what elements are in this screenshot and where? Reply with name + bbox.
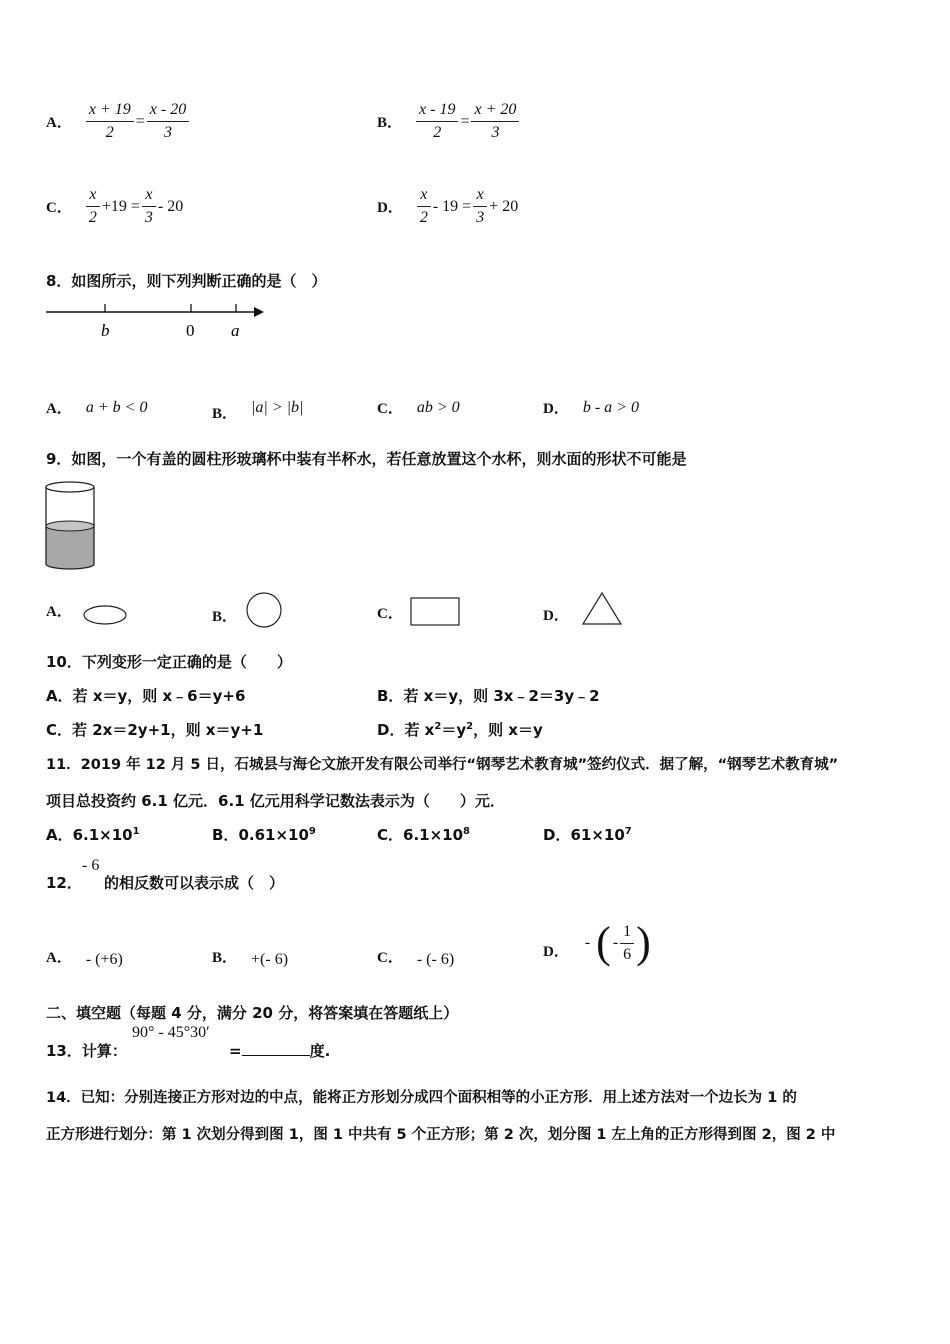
q7-option-d[interactable] — [377, 185, 518, 228]
option-label: D． — [543, 826, 571, 844]
arrow-icon — [254, 307, 264, 317]
option-label: D． — [543, 401, 569, 417]
option-label: D． — [543, 607, 569, 624]
equals: = — [135, 112, 145, 130]
q7-option-c[interactable] — [46, 185, 183, 228]
cylinder-cup-figure — [42, 478, 100, 574]
fraction — [147, 100, 189, 143]
option-text: 若 x＝y，则 3x﹣2＝3y﹣2 — [403, 687, 600, 705]
exponent: 9 — [308, 826, 316, 837]
fraction — [86, 185, 100, 228]
q8-option-c[interactable] — [377, 397, 460, 418]
option-label: B． — [377, 115, 403, 131]
operator: +19 = — [101, 197, 140, 215]
q11-stem-line2: 项目总投资约 6.1 亿元．6.1 亿元用科学记数法表示为（ ）元． — [46, 792, 505, 810]
numerator: x — [417, 185, 431, 207]
ellipse-shape — [80, 595, 130, 625]
q12-option-c[interactable] — [377, 943, 454, 969]
circle-shape — [245, 590, 285, 630]
paren-left: ( — [596, 918, 611, 967]
option-label: C． — [377, 826, 404, 844]
rectangle-shape — [409, 595, 463, 629]
q12-stem: 的相反数可以表示成（ ） — [104, 874, 285, 892]
q9-option-d[interactable] — [543, 590, 625, 628]
denominator: 2 — [105, 124, 114, 141]
water — [46, 526, 94, 569]
paren-right: ) — [636, 918, 651, 967]
option-label: A． — [46, 687, 73, 705]
exponent: 7 — [624, 826, 632, 837]
water-surface — [46, 521, 94, 531]
q10-option-d[interactable] — [377, 719, 543, 740]
option-label: C． — [46, 721, 73, 739]
q12-number: 12． — [46, 874, 82, 892]
option-label: B． — [212, 406, 238, 422]
fraction — [473, 185, 487, 228]
q13-answer[interactable] — [229, 1040, 330, 1061]
option-text: ＝y — [441, 721, 467, 739]
option-text: 6.1×10 — [72, 826, 133, 844]
q12-option-b[interactable] — [212, 943, 288, 969]
option-label: D． — [377, 200, 403, 216]
fraction — [471, 100, 519, 143]
operator: - 20 — [157, 197, 184, 215]
q12-option-a[interactable] — [46, 943, 123, 969]
option-text: - (+6) — [85, 951, 123, 968]
operator: + 20 — [489, 197, 519, 215]
option-label: D． — [377, 721, 405, 739]
denominator: 2 — [88, 209, 97, 226]
option-text: |a| > |b| — [251, 398, 304, 416]
option-text: b - a > 0 — [582, 398, 639, 416]
q7-option-b[interactable] — [377, 100, 521, 143]
equals: = — [229, 1042, 242, 1060]
numerator: 1 — [620, 922, 634, 944]
triangle-shape — [581, 590, 625, 628]
option-label: C． — [377, 949, 403, 966]
q9-option-a[interactable] — [46, 595, 130, 625]
answer-blank[interactable] — [242, 1041, 310, 1056]
fraction — [417, 185, 431, 228]
q13-label: 13．计算： — [46, 1042, 127, 1060]
fraction — [620, 922, 634, 965]
exponent: 2 — [434, 721, 442, 732]
option-text: 6.1×10 — [403, 826, 464, 844]
denominator: 3 — [144, 209, 153, 226]
section-heading: 二、填空题（每题 4 分，满分 20 分，将答案填在答题纸上） — [46, 1004, 459, 1022]
option-text: ab > 0 — [416, 398, 460, 416]
q12-option-d[interactable] — [543, 918, 651, 968]
q8-option-b[interactable] — [212, 392, 303, 423]
denominator: 2 — [433, 124, 442, 141]
numerator: x - 19 — [416, 100, 458, 122]
q9-option-c[interactable] — [377, 595, 463, 629]
exponent: 1 — [132, 826, 140, 837]
numerator: x + 19 — [86, 100, 134, 122]
q13-expression: 90° - 45°30′ — [132, 1024, 210, 1041]
option-label: A． — [46, 603, 72, 620]
denominator: 6 — [623, 945, 632, 963]
option-text: - (- 6) — [416, 951, 455, 968]
q14-stem-line1: 14．已知：分别连接正方形对边的中点，能将正方形划分成四个面积相等的小正方形．用上述方法对一个边长为 1 的 — [46, 1090, 797, 1106]
unit: 度. — [309, 1042, 331, 1060]
exponent: 8 — [463, 826, 470, 837]
option-label: D． — [543, 943, 569, 960]
option-label: B． — [377, 687, 404, 705]
option-label: B． — [212, 949, 238, 966]
label-a: a — [231, 321, 240, 340]
option-label: B． — [212, 826, 239, 844]
denominator: 3 — [491, 124, 500, 141]
q11-option-c[interactable] — [377, 824, 470, 845]
denominator: 3 — [476, 209, 485, 226]
option-text: - — [612, 934, 619, 951]
option-label: B． — [212, 608, 238, 625]
numerator: x - 20 — [147, 100, 189, 122]
option-label: A． — [46, 949, 72, 966]
numerator: x — [86, 185, 100, 207]
q8-stem: 8．如图所示，则下列判断正确的是（ ） — [46, 272, 327, 290]
fraction — [416, 100, 458, 143]
q14-stem-line2: 正方形进行划分：第 1 次划分得到图 1，图 1 中共有 5 个正方形；第 2 次，划分图 1 左上角的正方形得到图 2，图 2 中 — [46, 1127, 836, 1143]
option-text: - — [584, 934, 591, 951]
option-text: 61×10 — [570, 826, 625, 844]
option-text: 若 x — [404, 721, 435, 739]
q10-option-b[interactable] — [377, 685, 600, 706]
option-label: A． — [46, 401, 72, 417]
number-line — [40, 298, 280, 348]
option-label: A． — [46, 826, 73, 844]
option-label: A． — [46, 115, 72, 131]
option-text: 0.61×10 — [238, 826, 309, 844]
option-text: +(- 6) — [251, 951, 289, 968]
q11-option-b[interactable] — [212, 824, 316, 845]
q7-option-a[interactable] — [46, 100, 191, 143]
option-label: C． — [46, 200, 72, 216]
label-b: b — [101, 321, 110, 340]
numerator: x — [142, 185, 156, 207]
denominator: 3 — [164, 124, 172, 141]
q11-option-d[interactable] — [543, 824, 632, 845]
option-text: 若 x＝y，则 x﹣6＝y+6 — [72, 687, 246, 705]
option-label: C． — [377, 605, 403, 622]
numerator: x + 20 — [471, 100, 519, 122]
q12-expression: - 6 — [82, 857, 100, 874]
equals: = — [460, 112, 470, 130]
exponent: 2 — [466, 721, 474, 732]
option-text: ，则 x＝y — [473, 721, 543, 739]
q10-stem: 10．下列变形一定正确的是（ ） — [46, 653, 292, 671]
fraction — [86, 100, 134, 143]
cup-lid — [46, 482, 94, 492]
q10-option-c[interactable] — [46, 719, 263, 740]
q11-option-a[interactable] — [46, 824, 140, 845]
operator: - 19 = — [432, 197, 472, 215]
label-zero: 0 — [186, 321, 195, 340]
denominator: 2 — [419, 209, 428, 226]
q10-option-a[interactable] — [46, 685, 245, 706]
option-label: C． — [377, 401, 403, 417]
option-text: a + b < 0 — [85, 398, 148, 416]
q8-option-d[interactable] — [543, 397, 639, 418]
q9-stem: 9．如图，一个有盖的圆柱形玻璃杯中装有半杯水，若任意放置这个水杯，则水面的形状不可能是 — [46, 450, 687, 468]
q9-option-b[interactable] — [212, 590, 285, 630]
q8-option-a[interactable] — [46, 397, 147, 418]
fraction — [142, 185, 156, 228]
q11-stem-line1: 11．2019 年 12 月 5 日，石城县与海仑文旅开发有限公司举行“钢琴艺术教育城”签约仪式．据了解，“钢琴艺术教育城” — [46, 757, 839, 773]
numerator: x — [473, 185, 487, 207]
option-text: 若 2x＝2y+1，则 x＝y+1 — [72, 721, 264, 739]
